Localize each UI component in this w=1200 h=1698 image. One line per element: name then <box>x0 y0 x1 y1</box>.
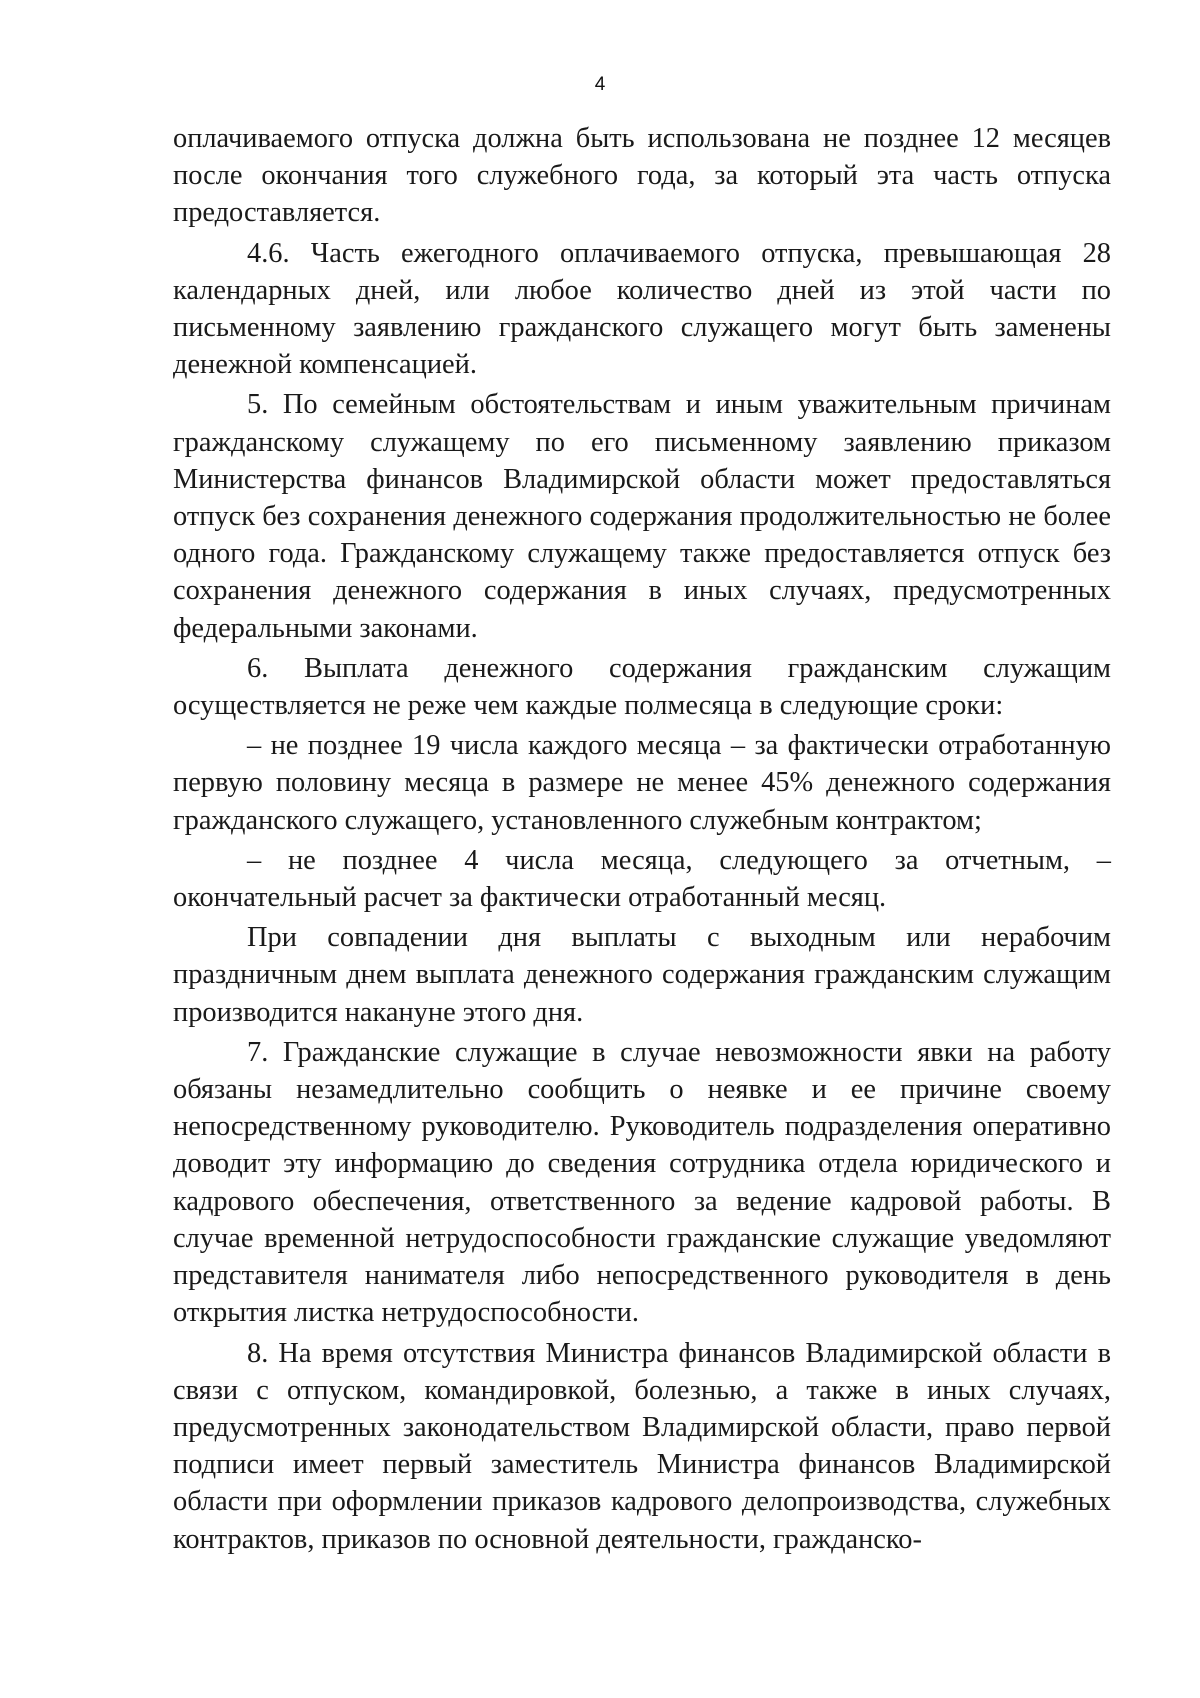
paragraph-6-item-1: – не позднее 19 числа каждого месяца – за фактически отработанную первую половину месяца в размере не менее 45% денежного содержания гражданского служащего, установленного служебным контрактом; <box>173 730 1111 836</box>
document-body <box>173 120 1111 1561</box>
paragraph-6-item-2: – не позднее 4 числа месяца, следующего за отчетным, – окончательный расчет за фактически отработанный месяц. <box>173 844 1111 914</box>
paragraph-5: 5. По семейным обстоятельствам и иным уважительным причинам гражданскому служащему по его письменному заявлению приказом Министерства финансов Владимирской области может предоставляться отпуск без сохранения денежного содержания продолжительностью не более одного года. Гражданскому служащему также предоставляется отпуск без сохранения денежного содержания в иных случаях, предусмотренных федеральными законами. <box>173 389 1111 644</box>
paragraph-4-6: 4.6. Часть ежегодного оплачиваемого отпуска, превышающая 28 календарных дней, или любое количество дней из этой части по письменному заявлению гражданского служащего могут быть заменены денежной компенсацией. <box>173 237 1111 381</box>
paragraph-7: 7. Гражданские служащие в случае невозможности явки на работу обязаны незамедлительно сообщить о неявке и ее причине своему непосредственному руководителю. Руководитель подразделения оперативно доводит эту информацию до сведения сотрудника отдела юридического и кадрового обеспечения, ответственного за ведение кадровой работы. В случае временной нетрудоспособности гражданские служащие уведомляют представителя нанимателя либо непосредственного руководителя в день открытия листка нетрудоспособности. <box>173 1036 1111 1329</box>
paragraph-6: 6. Выплата денежного содержания гражданским служащим осуществляется не реже чем каждые полмесяца в следующие сроки: <box>173 652 1111 722</box>
paragraph-continuation: оплачиваемого отпуска должна быть использована не позднее 12 месяцев после окончания того служебного года, за который эта часть отпуска предоставляется. <box>173 123 1111 229</box>
paragraph-8: 8. На время отсутствия Министра финансов Владимирской области в связи с отпуском, командировкой, болезнью, а также в иных случаях, предусмотренных законодательством Владимирской области, право первой подписи имеет первый заместитель Министра финансов Владимирской области при оформлении приказов кадрового делопроизводства, служебных контрактов, приказов по основной деятельности, гражданско- <box>173 1337 1111 1555</box>
page-number: 4 <box>594 74 606 95</box>
paragraph-6-holiday-note: При совпадении дня выплаты с выходным или нерабочим праздничным днем выплата денежного содержания гражданским служащим производится накануне этого дня. <box>173 922 1111 1028</box>
